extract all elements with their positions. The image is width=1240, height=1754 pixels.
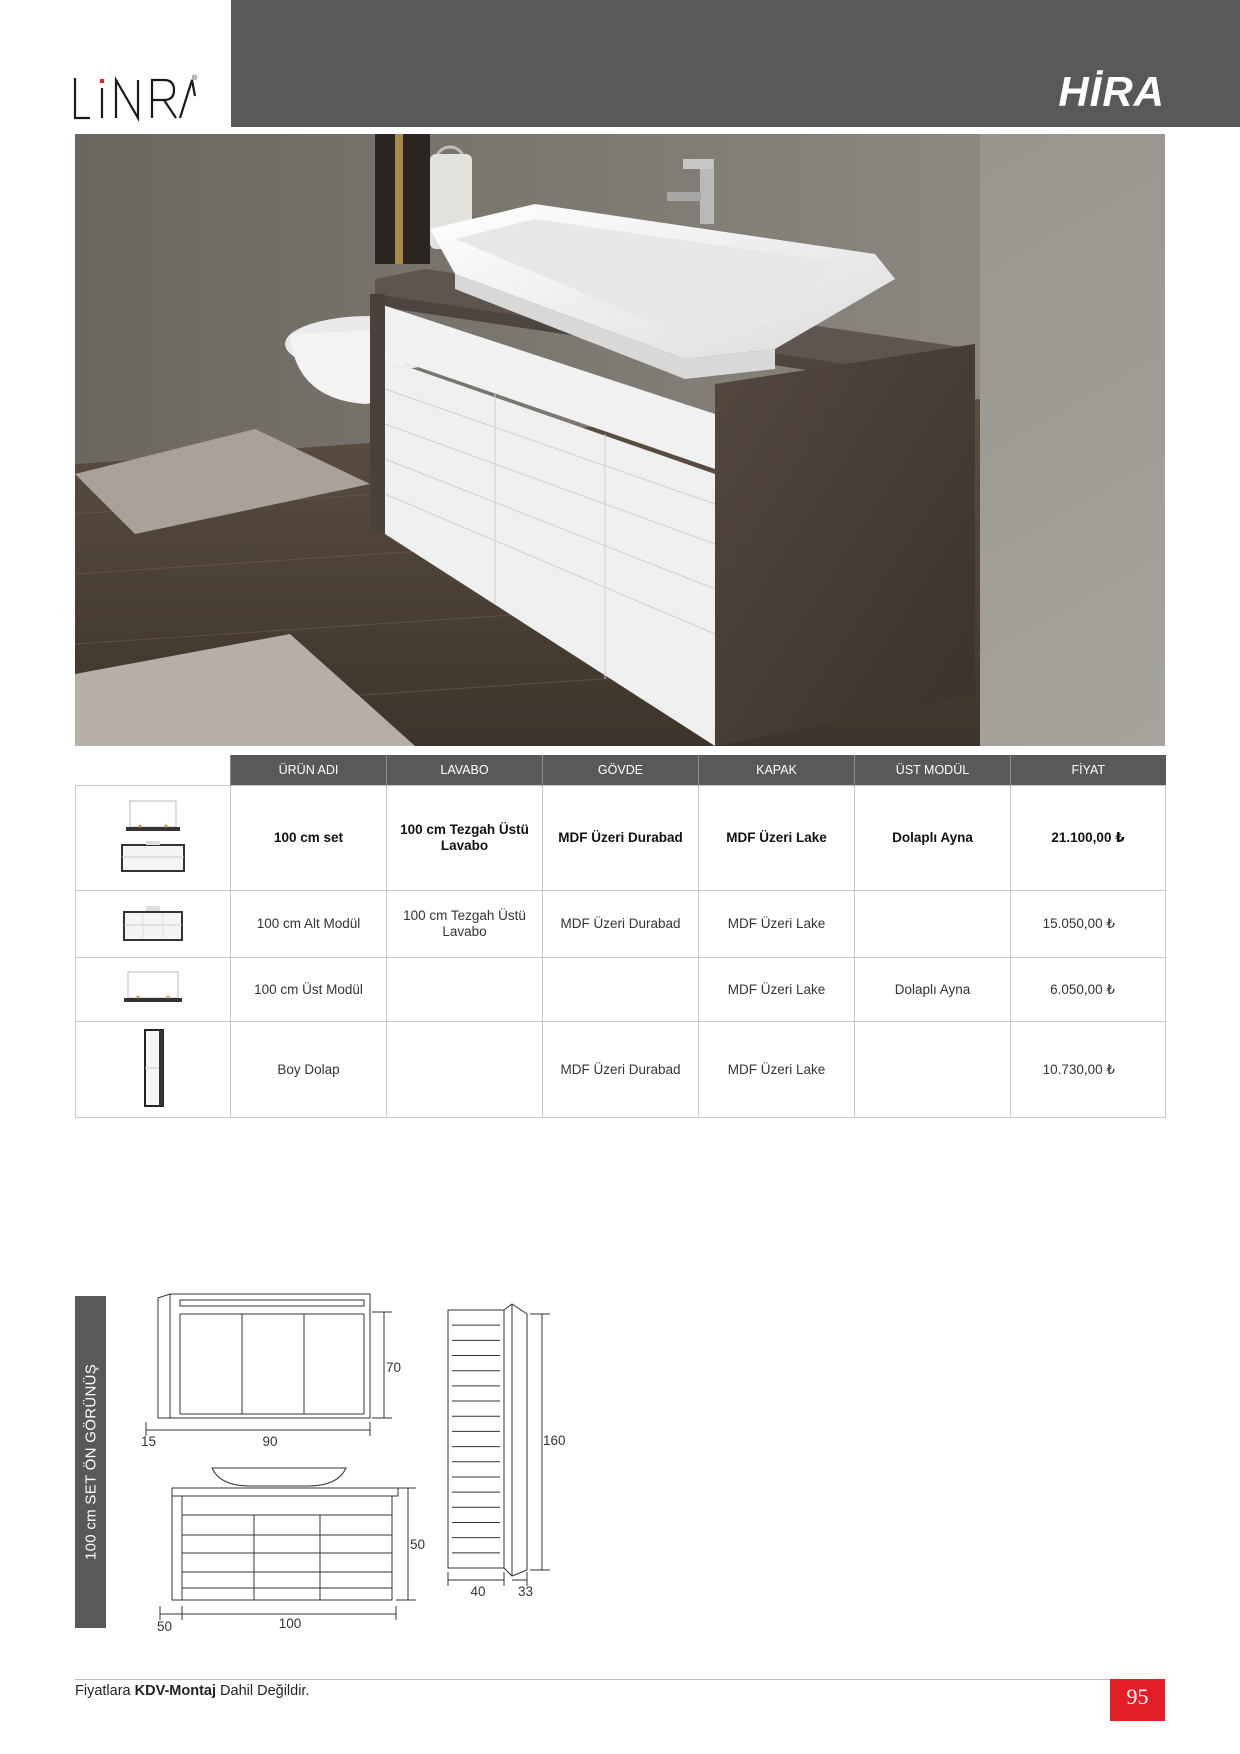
price-table bbox=[75, 755, 1166, 1118]
tall-cabinet-thumbnail bbox=[76, 1022, 231, 1118]
lavabo-cell bbox=[387, 1022, 543, 1118]
column-header-govde: GÖVDE bbox=[543, 755, 699, 786]
tall-depth-label: 33 bbox=[518, 1584, 534, 1599]
front-view-label: 100 cm SET ÖN GÖRÜNÜŞ bbox=[82, 1363, 99, 1561]
mirror-cabinet-drawing bbox=[146, 1294, 392, 1436]
column-header-fiyat: FİYAT bbox=[1011, 755, 1166, 786]
price-cell: 21.100,00 ₺ bbox=[1011, 786, 1166, 891]
govde-cell: MDF Üzeri Durabad bbox=[543, 1022, 699, 1118]
vanity-depth-label: 50 bbox=[156, 1619, 172, 1634]
svg-text:®: ® bbox=[192, 75, 198, 82]
table-row bbox=[76, 958, 1166, 1022]
top-module-thumbnail bbox=[76, 958, 231, 1022]
product-name: 100 cm Üst Modül bbox=[231, 958, 387, 1022]
lavabo-cell: 100 cm Tezgah Üstü Lavabo bbox=[387, 891, 543, 958]
set-thumbnail bbox=[76, 786, 231, 891]
tall-height-label: 160 bbox=[543, 1433, 566, 1448]
table-header-row bbox=[76, 755, 1166, 786]
hero-product-photo bbox=[75, 134, 1165, 746]
ust-modul-cell: Dolaplı Ayna bbox=[855, 786, 1011, 891]
kapak-cell: MDF Üzeri Lake bbox=[699, 891, 855, 958]
govde-cell: MDF Üzeri Durabad bbox=[543, 786, 699, 891]
product-name: Boy Dolap bbox=[231, 1022, 387, 1118]
table-row bbox=[76, 786, 1166, 891]
bottom-module-thumbnail bbox=[76, 891, 231, 958]
mirror-width-label: 90 bbox=[262, 1434, 278, 1449]
front-view-tab bbox=[75, 1296, 106, 1628]
vanity-height-label: 50 bbox=[410, 1537, 426, 1552]
govde-cell: MDF Üzeri Durabad bbox=[543, 891, 699, 958]
ust-modul-cell bbox=[855, 891, 1011, 958]
footer-note: Fiyatlara KDV-Montaj Dahil Değildir. bbox=[75, 1683, 310, 1699]
price-cell: 15.050,00 ₺ bbox=[1011, 891, 1166, 958]
price-cell: 6.050,00 ₺ bbox=[1011, 958, 1166, 1022]
price-cell: 10.730,00 ₺ bbox=[1011, 1022, 1166, 1118]
ust-modul-cell: Dolaplı Ayna bbox=[855, 958, 1011, 1022]
dimension-drawings bbox=[140, 1290, 600, 1635]
column-header-ust-modul: ÜST MODÜL bbox=[855, 755, 1011, 786]
product-name: 100 cm Alt Modül bbox=[231, 891, 387, 958]
lavabo-cell bbox=[387, 958, 543, 1022]
tall-cabinet-drawing bbox=[448, 1304, 550, 1586]
mirror-depth-label: 15 bbox=[140, 1434, 156, 1449]
vanity-drawing bbox=[160, 1468, 416, 1620]
tall-width-label: 40 bbox=[470, 1584, 486, 1599]
header-bar bbox=[231, 0, 1240, 127]
lavabo-cell: 100 cm Tezgah Üstü Lavabo bbox=[387, 786, 543, 891]
column-header-kapak: KAPAK bbox=[699, 755, 855, 786]
vanity-width-label: 100 bbox=[278, 1616, 302, 1631]
mirror-height-label: 70 bbox=[386, 1360, 402, 1375]
table-row bbox=[76, 1022, 1166, 1118]
table-row bbox=[76, 891, 1166, 958]
kapak-cell: MDF Üzeri Lake bbox=[699, 958, 855, 1022]
linra-logo bbox=[72, 66, 202, 126]
thumbnail-column-header bbox=[76, 755, 231, 786]
footer-divider bbox=[75, 1679, 1110, 1680]
column-header-urun-adi: ÜRÜN ADI bbox=[231, 755, 387, 786]
kapak-cell: MDF Üzeri Lake bbox=[699, 1022, 855, 1118]
kapak-cell: MDF Üzeri Lake bbox=[699, 786, 855, 891]
page-number: 95 bbox=[1110, 1679, 1165, 1721]
collection-title: HİRA bbox=[1058, 68, 1165, 115]
ust-modul-cell bbox=[855, 1022, 1011, 1118]
column-header-lavabo: LAVABO bbox=[387, 755, 543, 786]
logo-dot bbox=[100, 79, 104, 83]
product-name: 100 cm set bbox=[231, 786, 387, 891]
govde-cell bbox=[543, 958, 699, 1022]
